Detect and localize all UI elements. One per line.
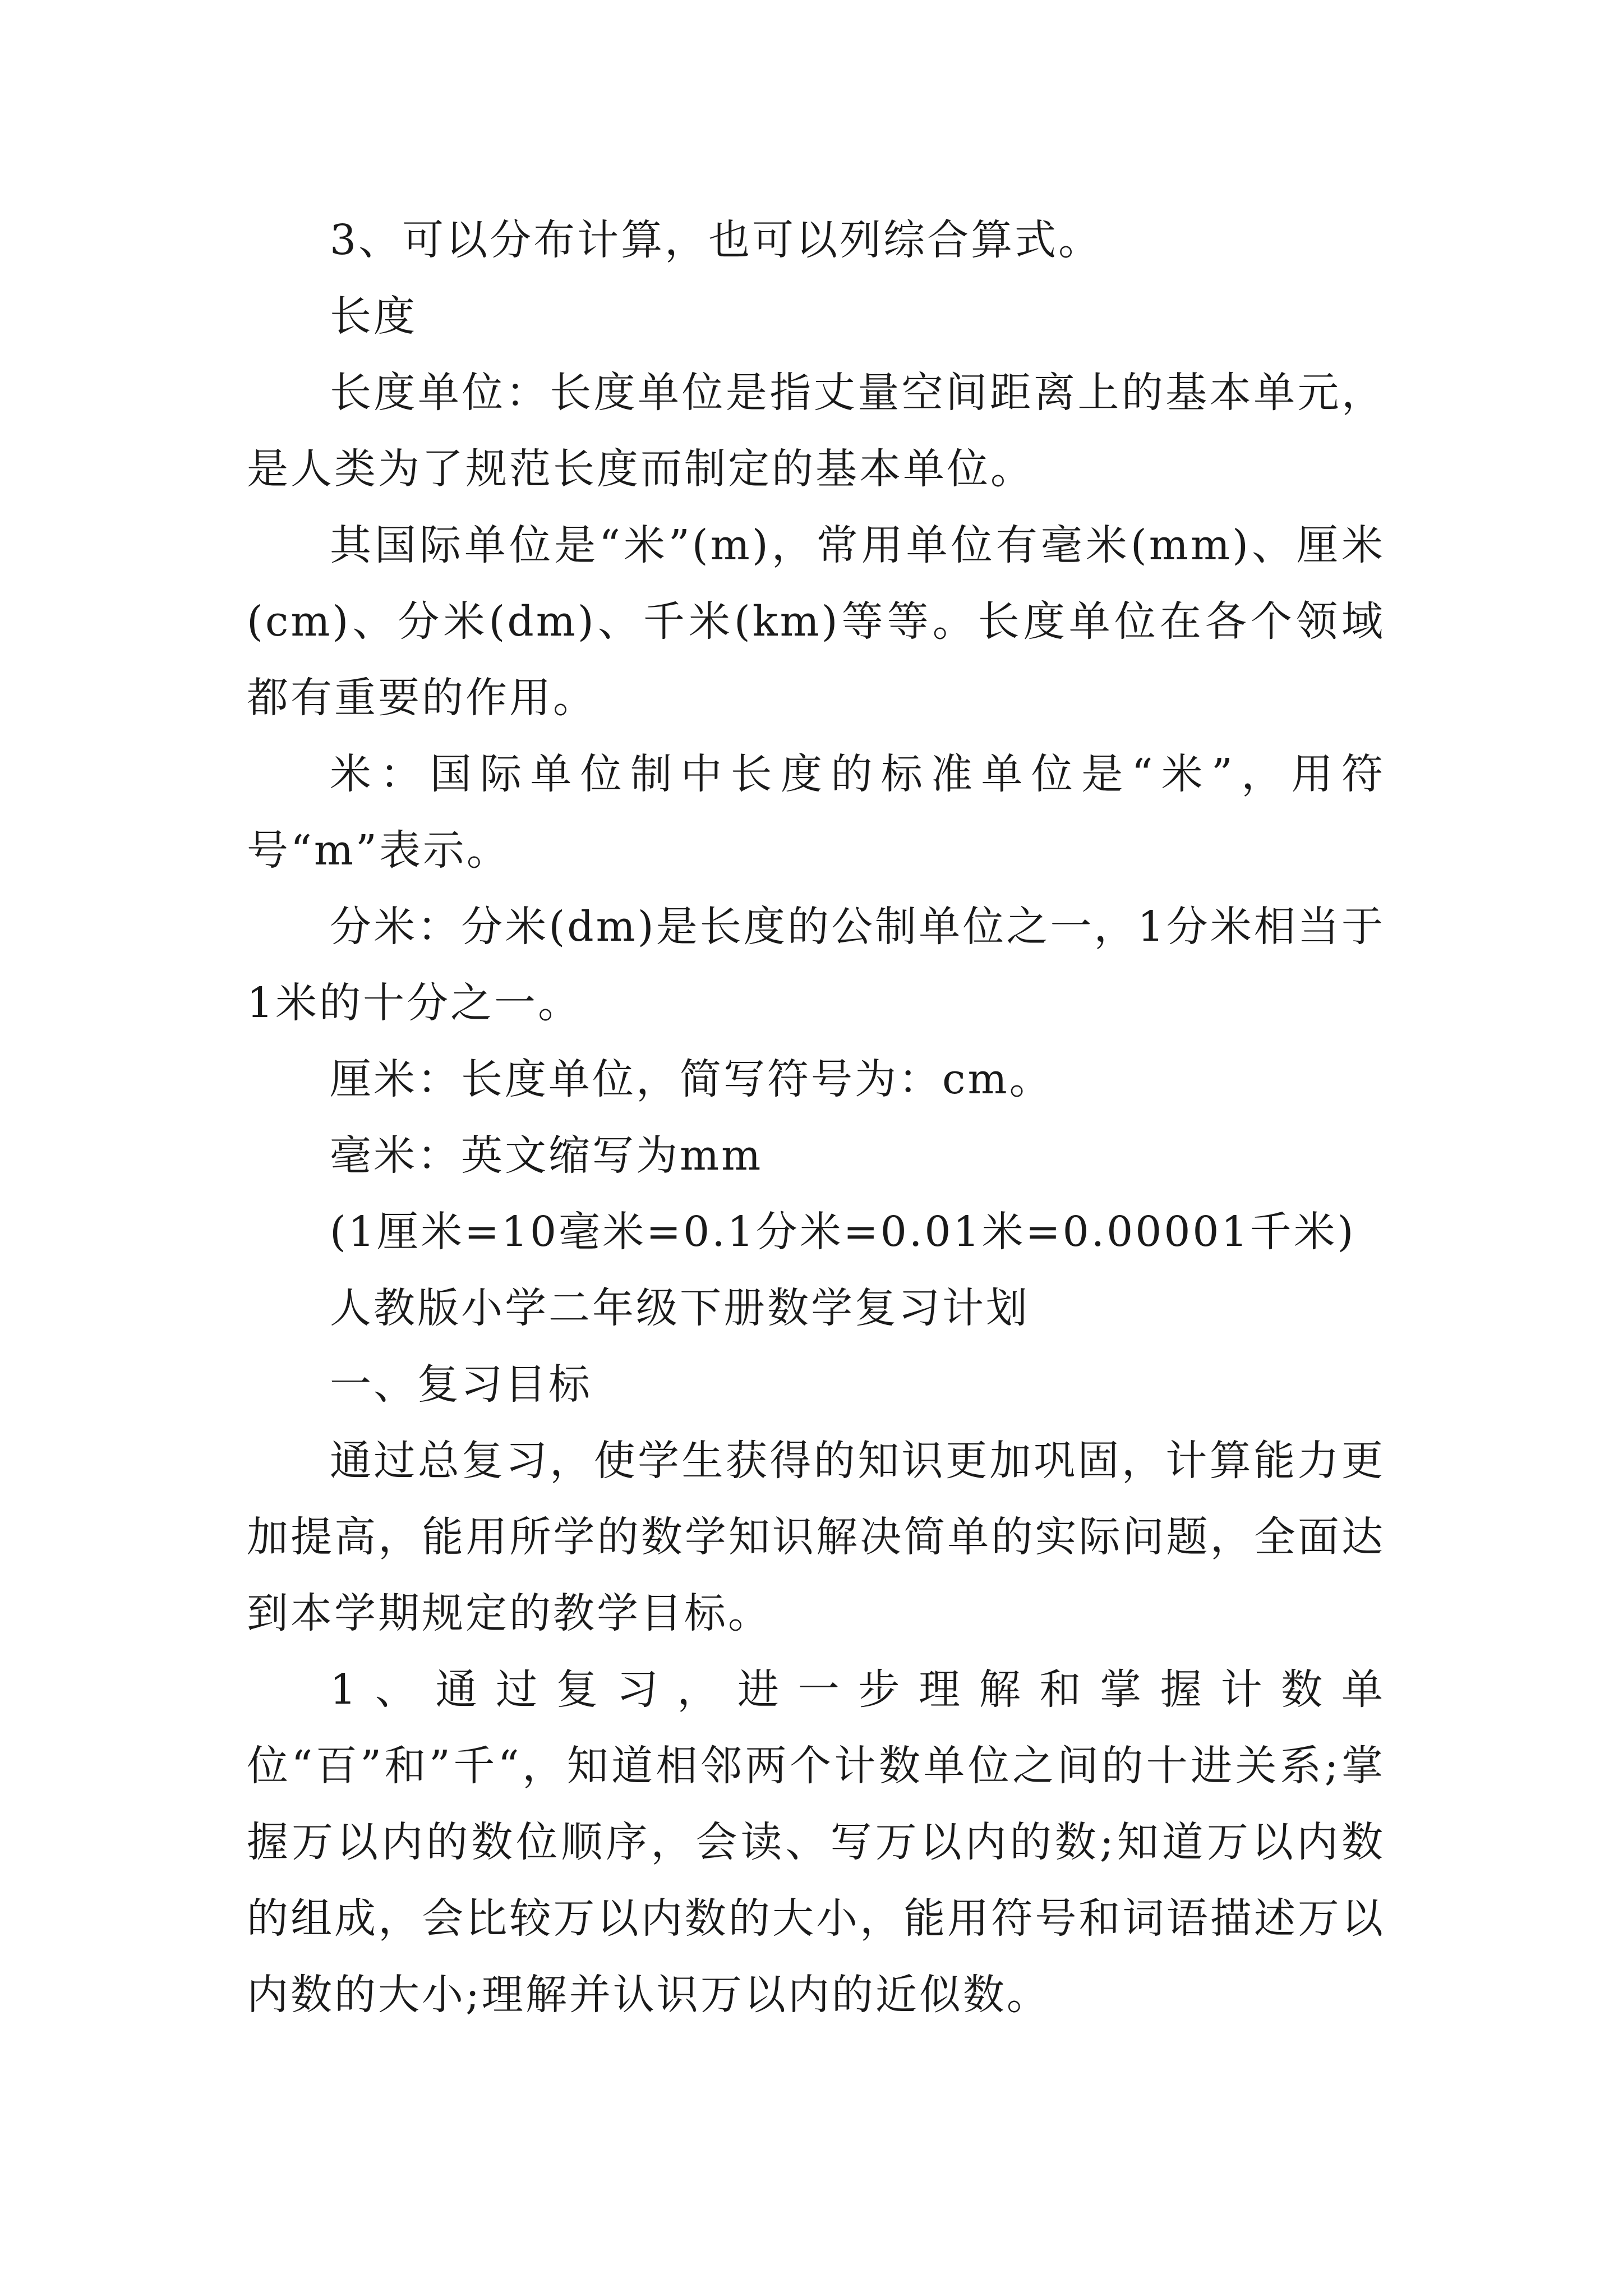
paragraph-si-unit: 其国际单位是“米”(m)，常用单位有毫米(mm)、厘米(cm)、分米(dm)、千米(km)等等。长度单位在各个领域都有重要的作用。	[247, 521, 1385, 722]
paragraph-step-3: 3、可以分布计算，也可以列综合算式。	[330, 216, 1103, 264]
heading-review-plan: 人教版小学二年级下册数学复习计划	[330, 1284, 1030, 1332]
paragraph-millimeter: 毫米：英文缩写为mm	[330, 1131, 763, 1180]
heading-length: 长度	[330, 292, 417, 341]
paragraph-goal-1: 1、通过复习，进一步理解和掌握计数单位“百”和”千“，知道相邻两个计数单位之间的十进关系;掌握万以内的数位顺序，会读、写万以内的数;知道万以内数的组成，会比较万以内数的大小，能用符号和词语描述万以内数的大小;理解并认识万以内的近似数。	[247, 1665, 1385, 2019]
paragraph-conversion: (1厘米=10毫米=0.1分米=0.01米=0.00001千米)	[330, 1208, 1356, 1256]
paragraph-centimeter: 厘米：长度单位，简写符号为：cm。	[330, 1055, 1053, 1103]
paragraph-decimeter: 分米：分米(dm)是长度的公制单位之一，1分米相当于1米的十分之一。	[247, 903, 1385, 1027]
paragraph-review-overview: 通过总复习，使学生获得的知识更加巩固，计算能力更加提高，能用所学的数学知识解决简单的实际问题，全面达到本学期规定的教学目标。	[247, 1437, 1385, 1637]
paragraph-meter: 米：国际单位制中长度的标准单位是“米”，用符号“m”表示。	[247, 750, 1385, 875]
document-body	[247, 202, 1385, 2033]
heading-review-goals: 一、复习目标	[330, 1360, 592, 1409]
paragraph-length-unit: 长度单位：长度单位是指丈量空间距离上的基本单元，是人类为了规范长度而制定的基本单位。	[247, 369, 1385, 493]
